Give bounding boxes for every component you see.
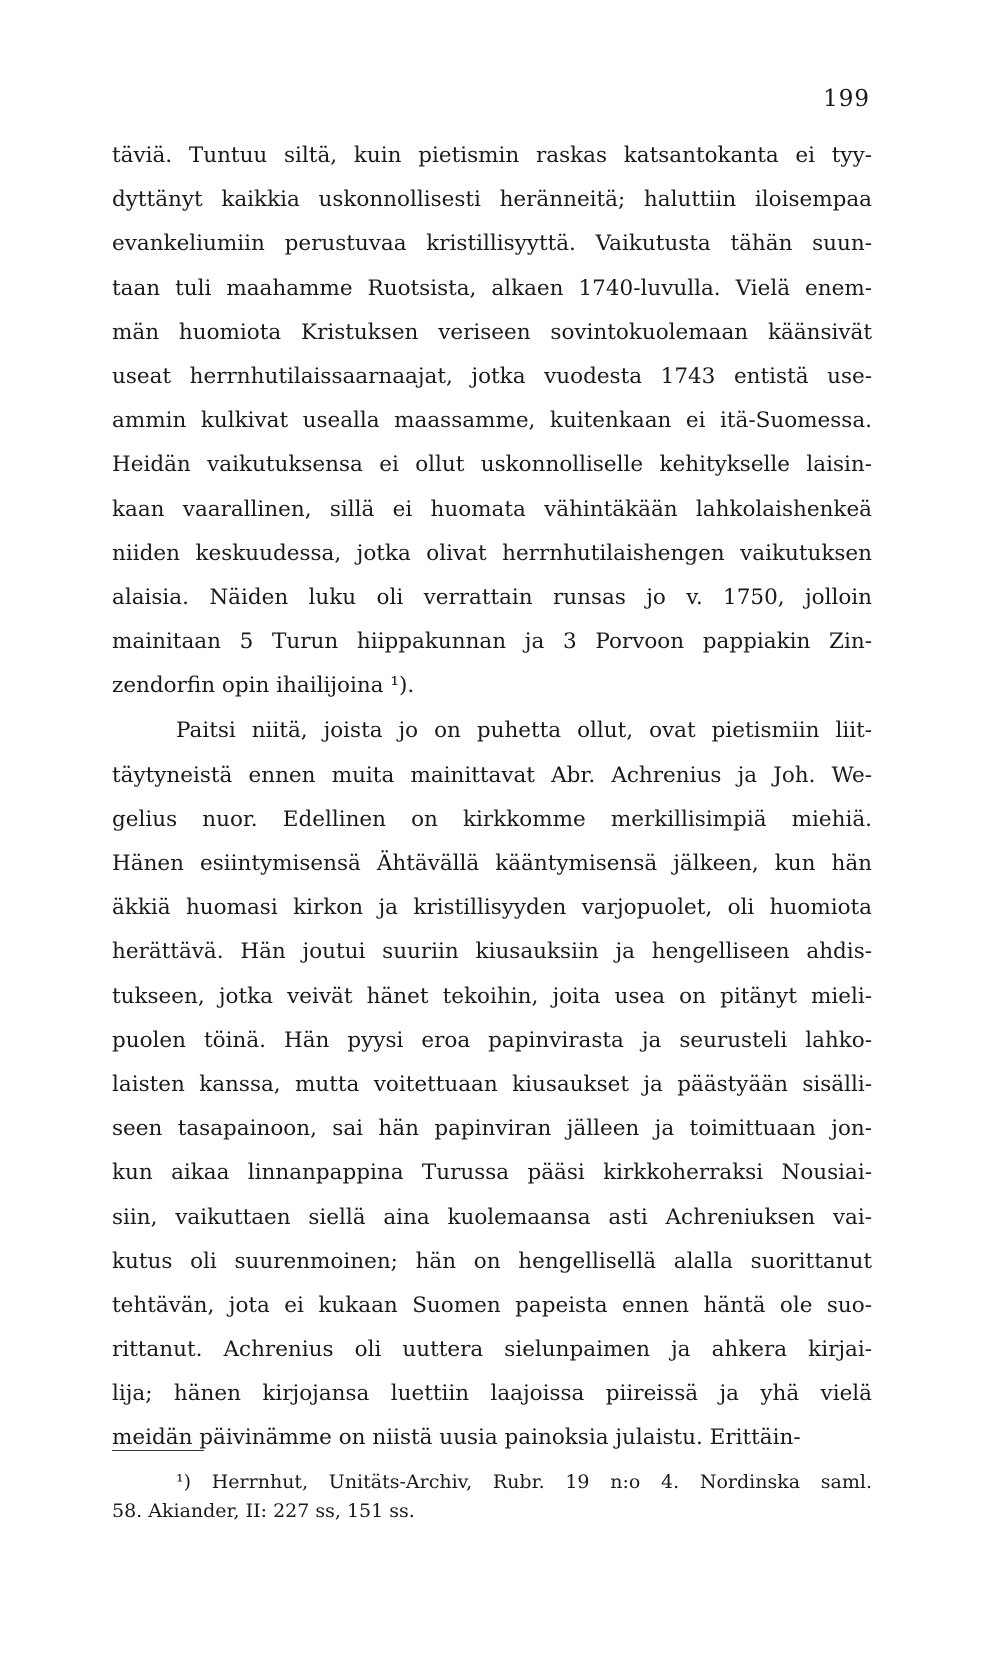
text-line: niiden keskuudessa, jotka olivat herrnhutilaishengen vaikutuksen xyxy=(112,540,872,566)
text-line: täviä. Tuntuu siltä, kuin pietismin raskas katsantokanta ei tyy- xyxy=(112,143,872,168)
text-line: dyttänyt kaikkia uskonnollisesti heränneitä; haluttiin iloisempaa xyxy=(112,187,872,213)
paragraph-1 xyxy=(112,134,872,708)
text-line: meidän päivinämme on niistä uusia painoksia julaistu. Erittäin- xyxy=(112,1425,801,1451)
text-line: gelius nuor. Edellinen on kirkkomme merkillisimpiä miehiä. xyxy=(112,806,872,832)
text-line: useat herrnhutilaissaarnaajat, jotka vuodesta 1743 entistä use- xyxy=(112,363,872,389)
text-line: kutus oli suurenmoinen; hän on hengellisellä alalla suorittanut xyxy=(112,1248,872,1274)
text-line: Hänen esiintymisensä Ähtävällä kääntymisensä jälkeen, kun hän xyxy=(112,851,872,876)
text-line: alaisia. Näiden luku oli verrattain runsas jo v. 1750, jolloin xyxy=(112,584,872,610)
text-line: siin, vaikuttaen siellä aina kuolemaansa asti Achreniuksen vai- xyxy=(112,1204,872,1230)
body-text xyxy=(112,134,872,1461)
text-line: tukseen, jotka veivät hänet tekoihin, joita usea on pitänyt mieli- xyxy=(112,983,872,1009)
page-number: 199 xyxy=(823,86,870,112)
text-line: evankeliumiin perustuvaa kristillisyyttä. Vaikutusta tähän suun- xyxy=(112,231,872,257)
text-line: äkkiä huomasi kirkon ja kristillisyyden varjopuolet, oli huomiota xyxy=(112,895,872,921)
text-line: Paitsi niitä, joista jo on puhetta ollut, ovat pietismiin liit- xyxy=(176,718,872,744)
text-line: zendorfin opin ihailijoina ¹). xyxy=(112,673,415,699)
text-line: Heidän vaikutuksensa ei ollut uskonnolliselle kehitykselle laisin- xyxy=(112,452,872,478)
text-line: herättävä. Hän joutui suuriin kiusauksiin ja hengelliseen ahdis- xyxy=(112,939,872,965)
footnotes xyxy=(112,1468,872,1526)
footnote-line: ¹) Herrnhut, Unitäts-Archiv, Rubr. 19 n:o 4. Nordinska saml. xyxy=(176,1471,872,1493)
text-line: lija; hänen kirjojansa luettiin laajoissa piireissä ja yhä vielä xyxy=(112,1381,872,1407)
footnote-divider xyxy=(112,1450,204,1451)
text-line: tehtävän, jota ei kukaan Suomen papeista ennen häntä ole suo- xyxy=(112,1292,872,1318)
text-line: kaan vaarallinen, sillä ei huomata vähintäkään lahkolaishenkeä xyxy=(112,496,872,522)
text-line: rittanut. Achrenius oli uuttera sielunpaimen ja ahkera kirjai- xyxy=(112,1337,872,1363)
text-line: puolen töinä. Hän pyysi eroa papinvirasta ja seurusteli lahko- xyxy=(112,1027,872,1053)
text-line: män huomiota Kristuksen veriseen sovintokuolemaan käänsivät xyxy=(112,319,872,345)
text-line: täytyneistä ennen muita mainittavat Abr. Achrenius ja Joh. We- xyxy=(112,762,872,788)
text-line: seen tasapainoon, sai hän papinviran jälleen ja toimittuaan jon- xyxy=(112,1116,872,1142)
paragraph-2 xyxy=(112,709,872,1460)
text-line: kun aikaa linnanpappina Turussa pääsi kirkkoherraksi Nousiai- xyxy=(112,1160,872,1186)
text-line: ammin kulkivat usealla maassamme, kuitenkaan ei itä-Suomessa. xyxy=(112,408,872,434)
text-line: taan tuli maahamme Ruotsista, alkaen 1740-luvulla. Vielä enem- xyxy=(112,275,872,301)
text-line: laisten kanssa, mutta voitettuaan kiusaukset ja päästyään sisälli- xyxy=(112,1071,872,1097)
text-line: mainitaan 5 Turun hiippakunnan ja 3 Porvoon pappiakin Zin- xyxy=(112,629,872,655)
footnote-line: 58. Akiander, II: 227 ss, 151 ss. xyxy=(112,1500,415,1522)
